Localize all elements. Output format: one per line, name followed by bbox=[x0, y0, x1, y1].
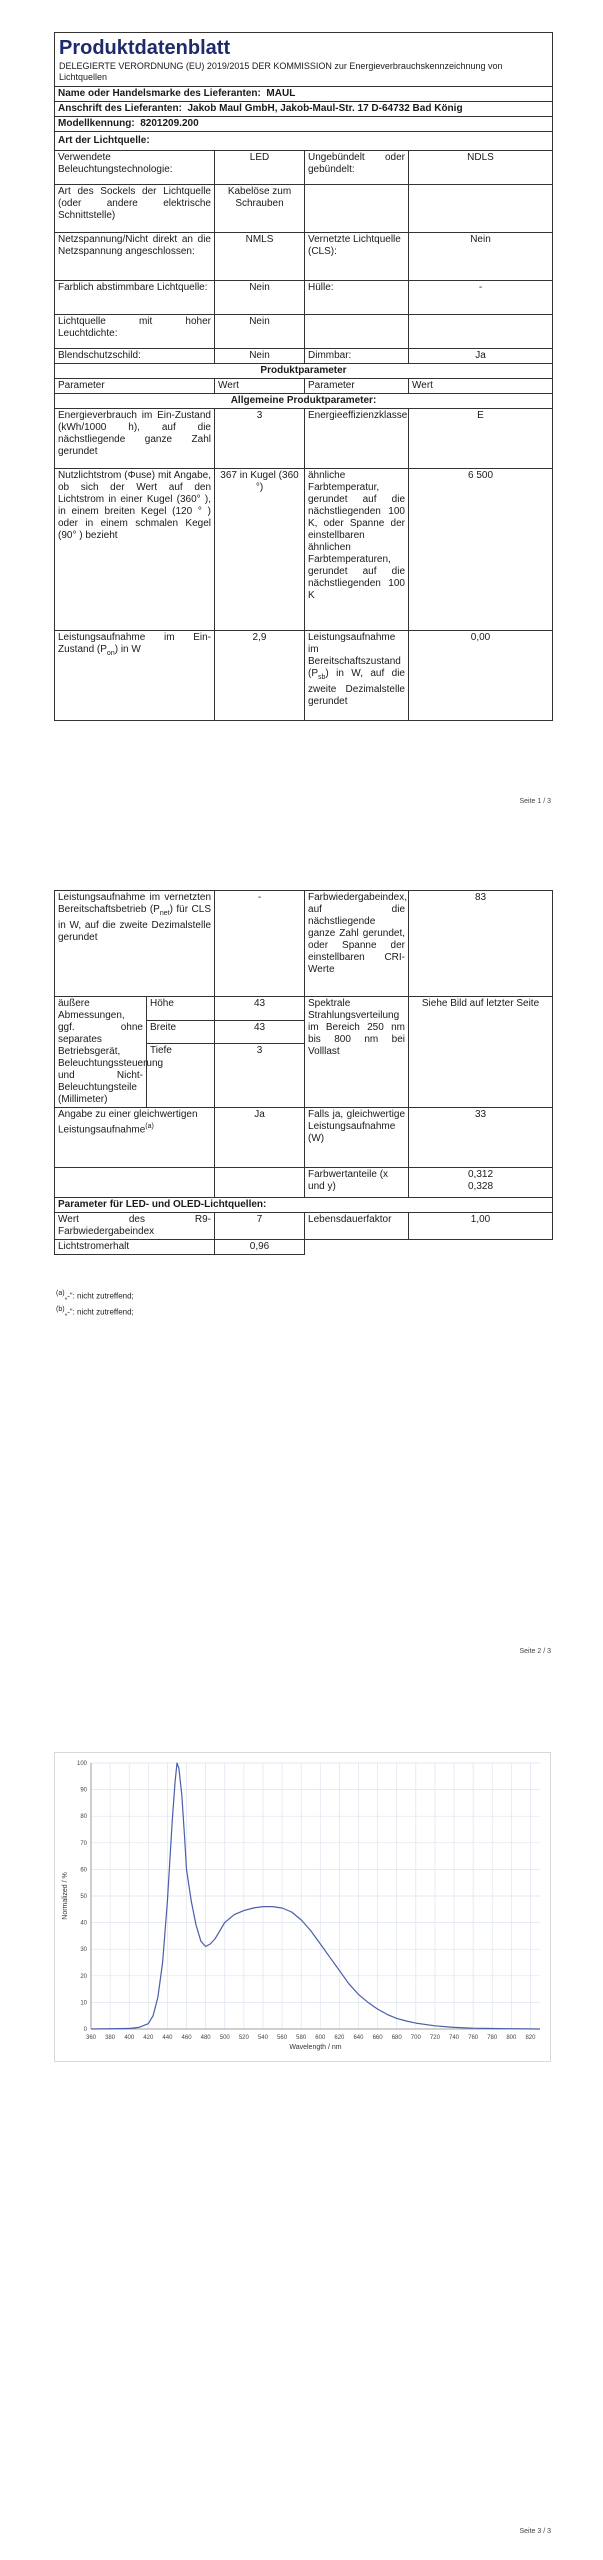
type-label: Netzspannung/Nicht direkt an die Netzspannung angeschlossen: bbox=[55, 233, 215, 281]
y-axis-title: Normalized / % bbox=[62, 1872, 69, 1920]
footnote-a bbox=[56, 1288, 134, 1302]
param-value: 0,00 bbox=[409, 631, 553, 721]
type-value: LED bbox=[215, 151, 305, 185]
y-tick-label: 50 bbox=[80, 1894, 87, 1900]
x-tick-label: 420 bbox=[143, 2035, 154, 2041]
page-3 bbox=[0, 1690, 603, 2560]
type-value: Nein bbox=[409, 233, 553, 281]
height-value: 43 bbox=[215, 997, 305, 1021]
type-label: Hülle: bbox=[305, 281, 409, 315]
depth-value: 3 bbox=[215, 1044, 305, 1108]
page-number: Seite 3 / 3 bbox=[519, 2528, 551, 2535]
x-tick-label: 620 bbox=[334, 2035, 345, 2041]
type-value: Nein bbox=[215, 349, 305, 364]
y-tick-label: 100 bbox=[76, 1761, 87, 1767]
type-value: Nein bbox=[215, 315, 305, 349]
param-value: 367 in Kugel (360 °) bbox=[215, 469, 305, 631]
supplier-address bbox=[55, 102, 553, 117]
param-label-text: ) in W, auf die zweite Dezimalstelle gerundet bbox=[308, 668, 405, 707]
y-tick-label: 90 bbox=[80, 1787, 87, 1794]
footnote-b bbox=[56, 1304, 134, 1318]
y-tick-label: 70 bbox=[80, 1840, 87, 1847]
spectral-chart-svg bbox=[55, 1753, 552, 2063]
param-label-subscript: sb bbox=[318, 674, 326, 681]
type-row bbox=[55, 185, 553, 233]
x-tick-label: 520 bbox=[238, 2035, 249, 2041]
x-tick-label: 720 bbox=[429, 2035, 440, 2041]
x-tick-label: 600 bbox=[315, 2035, 326, 2041]
light-source-type-heading-row bbox=[55, 132, 553, 151]
model-row bbox=[55, 117, 553, 132]
document-subtitle: DELEGIERTE VERORDNUNG (EU) 2019/2015 DER KOMMISSION zur Energieverbrauchskennzeichnung von Lichtquellen bbox=[55, 60, 553, 87]
param-label-superscript: (a) bbox=[145, 1123, 154, 1130]
param-value: 1,00 bbox=[409, 1213, 553, 1240]
x-tick-label: 400 bbox=[124, 2035, 135, 2041]
footnote-a-mark: (a) bbox=[56, 1290, 65, 1297]
param-label: Falls ja, gleichwertige Leistungsaufnahme (W) bbox=[305, 1108, 409, 1168]
type-label bbox=[305, 315, 409, 349]
width-value: 43 bbox=[215, 1020, 305, 1044]
param-label: Lebensdauerfaktor bbox=[305, 1213, 409, 1240]
param-label bbox=[55, 891, 215, 997]
param-row bbox=[55, 891, 553, 997]
type-label: Dimmbar: bbox=[305, 349, 409, 364]
general-params-heading: Allgemeine Produktparameter: bbox=[55, 394, 553, 409]
empty-cell bbox=[305, 1240, 409, 1255]
type-row bbox=[55, 151, 553, 185]
param-label bbox=[305, 631, 409, 721]
type-label: Farblich abstimmbare Lichtquelle: bbox=[55, 281, 215, 315]
param-label: Energieeffizienzklasse bbox=[305, 409, 409, 469]
type-value: Kabelöse zum Schrauben bbox=[215, 185, 305, 233]
supplier-name bbox=[55, 87, 553, 102]
type-value bbox=[409, 315, 553, 349]
param-label bbox=[55, 631, 215, 721]
x-axis-title: Wavelength / nm bbox=[289, 2044, 342, 2051]
spectral-value: Siehe Bild auf letzter Seite bbox=[409, 997, 553, 1108]
chromaticity-y: 0,328 bbox=[468, 1181, 494, 1192]
type-value: NDLS bbox=[409, 151, 553, 185]
x-tick-label: 700 bbox=[410, 2035, 421, 2041]
document-title: Produktdatenblatt bbox=[55, 33, 553, 61]
param-value: - bbox=[215, 891, 305, 997]
x-tick-label: 460 bbox=[181, 2035, 192, 2041]
param-row bbox=[55, 631, 553, 721]
type-row bbox=[55, 315, 553, 349]
param-value: 0,96 bbox=[215, 1240, 305, 1255]
param-label-subscript: on bbox=[106, 650, 115, 657]
x-tick-label: 640 bbox=[353, 2035, 364, 2041]
subtitle-row bbox=[55, 60, 553, 87]
type-label: Vernetzte Lichtquelle (CLS): bbox=[305, 233, 409, 281]
param-label: Lichtstromerhalt bbox=[55, 1240, 215, 1255]
x-tick-label: 680 bbox=[391, 2035, 402, 2041]
param-value: Ja bbox=[215, 1108, 305, 1168]
x-tick-label: 780 bbox=[487, 2035, 498, 2041]
x-tick-label: 660 bbox=[372, 2035, 383, 2041]
type-label: Blendschutzschild: bbox=[55, 349, 215, 364]
param-label-text: Leistungsaufnahme im Ein-Zustand (P bbox=[58, 632, 211, 655]
param-label: Farbwertanteile (x und y) bbox=[305, 1168, 409, 1198]
empty-cell bbox=[409, 1240, 553, 1255]
column-header-parameter: Parameter bbox=[55, 379, 215, 394]
param-value: 33 bbox=[409, 1108, 553, 1168]
type-label: Art des Sockels der Lichtquelle (oder andere elektrische Schnittstelle) bbox=[55, 185, 215, 233]
x-tick-label: 440 bbox=[162, 2035, 173, 2041]
x-tick-label: 820 bbox=[525, 2035, 536, 2041]
param-value bbox=[215, 1168, 305, 1198]
y-tick-label: 10 bbox=[80, 2000, 87, 2007]
param-value: 6 500 bbox=[409, 469, 553, 631]
footnote-a-text: „-“: nicht zutreffend; bbox=[64, 1291, 134, 1301]
type-label: Ungebündelt oder gebündelt: bbox=[305, 151, 409, 185]
type-value: Ja bbox=[409, 349, 553, 364]
x-tick-label: 740 bbox=[449, 2035, 460, 2041]
product-params-heading: Produktparameter bbox=[55, 364, 553, 379]
datasheet-table-page-2 bbox=[54, 890, 553, 1255]
model-value: 8201209.200 bbox=[140, 118, 199, 129]
type-row bbox=[55, 349, 553, 364]
model-identifier bbox=[55, 117, 553, 132]
y-tick-label: 60 bbox=[80, 1867, 87, 1874]
param-value: 2,9 bbox=[215, 631, 305, 721]
dimensions-label: äußere Abmessungen, ggf. ohne separates Betriebsgerät, Beleuchtungssteuerung und Nicht-Beleuchtungsteile (Millimeter) bbox=[55, 997, 147, 1108]
param-row bbox=[55, 1213, 553, 1240]
supplier-name-value: MAUL bbox=[266, 88, 296, 99]
param-value: 83 bbox=[409, 891, 553, 997]
param-value: 3 bbox=[215, 409, 305, 469]
param-label-text: Angabe zu einer gleichwertigen Leistungsaufnahme bbox=[58, 1109, 198, 1136]
param-row bbox=[55, 1108, 553, 1168]
spectral-chart bbox=[54, 1752, 551, 2062]
supplier-address-label: Anschrift des Lieferanten: bbox=[58, 103, 182, 114]
param-label: Nutzlichtstrom (Φuse) mit Angabe, ob sich der Wert auf den Lichtstrom in einer Kugel (360° ), in einem breiten Kegel (120 ° ) oder in einem schmalen Kegel (90° ) bezieht bbox=[55, 469, 215, 631]
led-params-heading: Parameter für LED- und OLED-Lichtquellen: bbox=[55, 1198, 553, 1213]
param-value: E bbox=[409, 409, 553, 469]
y-tick-label: 20 bbox=[80, 1973, 87, 1980]
width-label: Breite bbox=[147, 1020, 215, 1044]
param-label-text: Leistungsaufnahme im Bereitschaftszustand (P bbox=[308, 632, 401, 679]
param-label-text: ) in W bbox=[114, 644, 141, 655]
page-number: Seite 1 / 3 bbox=[519, 798, 551, 805]
type-value bbox=[409, 185, 553, 233]
column-header-parameter: Parameter bbox=[305, 379, 409, 394]
model-label: Modellkennung: bbox=[58, 118, 135, 129]
x-tick-label: 500 bbox=[219, 2035, 230, 2041]
param-value bbox=[409, 1168, 553, 1198]
param-label: ähnliche Farbtemperatur, gerundet auf die nächstliegenden 100 K, oder Spanne der einstellbaren ähnlichen Farbtemperaturen, gerundet auf die nächstliegenden 100 K bbox=[305, 469, 409, 631]
height-label: Höhe bbox=[147, 997, 215, 1021]
param-row bbox=[55, 1240, 553, 1255]
param-label bbox=[55, 1168, 215, 1198]
y-tick-label: 0 bbox=[83, 2027, 87, 2033]
general-params-heading-row bbox=[55, 394, 553, 409]
page-1 bbox=[0, 0, 603, 860]
column-header-value: Wert bbox=[215, 379, 305, 394]
title-row bbox=[55, 33, 553, 61]
led-params-heading-row bbox=[55, 1198, 553, 1213]
supplier-name-label: Name oder Handelsmarke des Lieferanten: bbox=[58, 88, 261, 99]
spectral-label: Spektrale Strahlungsverteilung im Bereich 250 nm bis 800 nm bei Volllast bbox=[305, 997, 409, 1108]
supplier-address-value: Jakob Maul GmbH, Jakob-Maul-Str. 17 D-64732 Bad König bbox=[187, 103, 463, 114]
type-label bbox=[305, 185, 409, 233]
page-2 bbox=[0, 860, 603, 1690]
param-row bbox=[55, 409, 553, 469]
y-tick-label: 40 bbox=[80, 1920, 87, 1927]
type-value: NMLS bbox=[215, 233, 305, 281]
type-label: Verwendete Beleuchtungstechnologie: bbox=[55, 151, 215, 185]
param-label-subscript: net bbox=[159, 910, 170, 917]
x-tick-label: 360 bbox=[85, 2035, 97, 2041]
type-value: Nein bbox=[215, 281, 305, 315]
type-row bbox=[55, 233, 553, 281]
footnote-b-text: „-“: nicht zutreffend; bbox=[64, 1307, 134, 1317]
param-label: Farbwiedergabeindex, auf die nächstliegende ganze Zahl gerundet, oder Spanne der einstellbaren CRI-Werte bbox=[305, 891, 409, 997]
x-tick-label: 480 bbox=[200, 2035, 211, 2041]
supplier-name-row bbox=[55, 87, 553, 102]
page-number: Seite 2 / 3 bbox=[519, 1648, 551, 1655]
param-value: 7 bbox=[215, 1213, 305, 1240]
column-header-value: Wert bbox=[409, 379, 553, 394]
x-tick-label: 380 bbox=[105, 2035, 116, 2041]
supplier-address-row bbox=[55, 102, 553, 117]
type-value: - bbox=[409, 281, 553, 315]
type-row bbox=[55, 281, 553, 315]
type-label: Lichtquelle mit hoher Leuchtdichte: bbox=[55, 315, 215, 349]
light-source-type-heading: Art der Lichtquelle: bbox=[55, 132, 553, 151]
param-label-text: Leistungsaufnahme im vernetzten Bereitschaftsbetrieb (P bbox=[58, 892, 212, 915]
y-tick-label: 30 bbox=[80, 1947, 87, 1954]
x-tick-label: 800 bbox=[506, 2035, 517, 2041]
x-tick-label: 580 bbox=[296, 2035, 307, 2041]
param-label: Energieverbrauch im Ein-Zustand (kWh/1000 h), auf die nächstliegende ganze Zahl gerundet bbox=[55, 409, 215, 469]
footnote-b-mark: (b) bbox=[56, 1306, 65, 1313]
x-tick-label: 760 bbox=[468, 2035, 479, 2041]
x-tick-label: 560 bbox=[277, 2035, 288, 2041]
x-tick-label: 540 bbox=[257, 2035, 268, 2041]
dimension-row-height bbox=[55, 997, 553, 1021]
param-label-text: ) für CLS in W, auf die zweite Dezimalstelle gerundet bbox=[58, 904, 212, 943]
depth-label: Tiefe bbox=[147, 1044, 215, 1108]
param-label: Wert des R9-Farbwiedergabeindex bbox=[55, 1213, 215, 1240]
y-tick-label: 80 bbox=[80, 1814, 87, 1821]
param-label bbox=[55, 1108, 215, 1168]
param-row bbox=[55, 1168, 553, 1198]
chromaticity-x: 0,312 bbox=[468, 1169, 494, 1180]
param-row bbox=[55, 469, 553, 631]
column-header-row bbox=[55, 379, 553, 394]
product-params-heading-row bbox=[55, 364, 553, 379]
datasheet-table-page-1 bbox=[54, 32, 553, 721]
